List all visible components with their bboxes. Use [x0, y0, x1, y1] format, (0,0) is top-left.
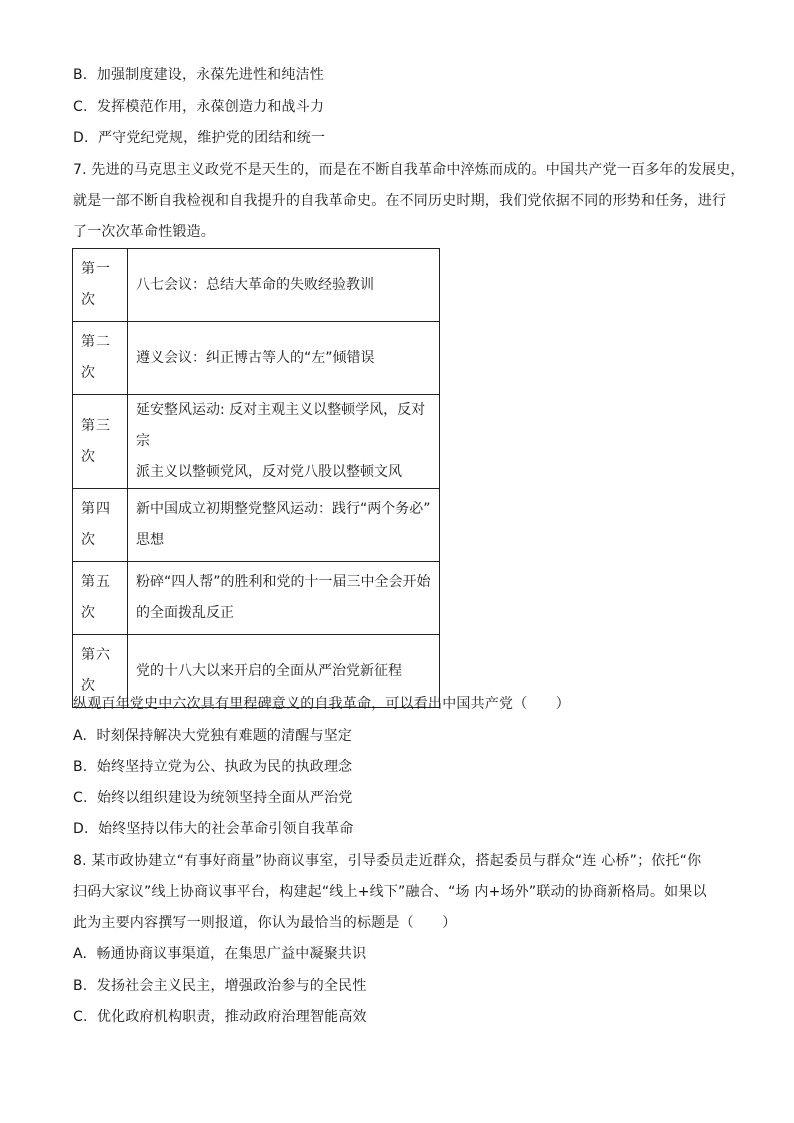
option-label: A. [73, 728, 88, 744]
index-text: 次 [81, 678, 96, 694]
option-text: 优化政府机构职责，推动政府治理智能高效 [96, 1009, 367, 1025]
index-text: 第一 [81, 261, 111, 277]
index-text: 次 [81, 292, 96, 308]
description-text: 新中国成立初期整党整风运动：践行“两个务必” [136, 501, 431, 517]
table-row [73, 489, 440, 562]
q7-option-a [73, 726, 352, 746]
option-text: 严守党纪党规，维护党的团结和统一 [97, 130, 326, 146]
description-text: 思想 [136, 532, 164, 548]
option-text: 始终坚持以伟大的社会革命引领自我革命 [97, 821, 354, 837]
option-text: 始终坚持立党为公、执政为民的执政理念 [96, 759, 353, 775]
q7-option-b [73, 757, 352, 777]
option-text: 发挥模范作用，永葆创造力和战斗力 [96, 99, 325, 115]
row-index-cell [73, 249, 128, 322]
option-label: B. [73, 67, 88, 83]
index-text: 第二 [81, 334, 111, 350]
option-label: A. [73, 946, 88, 962]
row-description-cell [128, 395, 440, 489]
table-row [73, 249, 440, 322]
q8-option-a [73, 944, 366, 964]
q6-option-d [73, 128, 325, 148]
index-text: 第六 [81, 647, 111, 663]
q7-stem-line-1: 7. 先进的马克思主义政党不是天生的，而是在不断自我革命中淬炼而成的。中国共产党一百多年的发展史， [73, 162, 745, 178]
index-text: 次 [81, 532, 96, 548]
description-text: 党的十八大以来开启的全面从严治党新征程 [136, 662, 402, 679]
row-index-cell [73, 322, 128, 395]
index-text: 次 [81, 365, 96, 381]
option-text: 始终以组织建设为统领坚持全面从严治党 [96, 790, 353, 806]
q7-stem-line-2: 就是一部不断自我检视和自我提升的自我革命史。在不同历史时期，我们党依据不同的形势和任务，进行 [73, 193, 727, 209]
row-description-cell [128, 322, 440, 395]
index-text: 次 [81, 605, 96, 621]
index-text: 次 [81, 448, 96, 465]
description-text: 的全面拨乱反正 [136, 605, 234, 621]
row-index-cell [73, 489, 128, 562]
description-text: 遵义会议：纠正博古等人的“左”倾错误 [136, 349, 375, 366]
description-text: 八七会议：总结大革命的失败经验教训 [136, 276, 374, 293]
option-label: B. [73, 759, 88, 775]
row-description-cell [128, 562, 440, 635]
q8-stem-line-1: 8. 某市政协建立“有事好商量”协商议事室，引导委员走近群众，搭起委员与群众“连 心桥”；依托“你 [73, 853, 702, 869]
table-row [73, 562, 440, 635]
option-text: 时刻保持解决大党独有难题的清醒与坚定 [96, 728, 353, 744]
description-text: 派主义以整顿党风，反对党八股以整顿文风 [136, 464, 402, 480]
q7-option-d [73, 819, 354, 839]
q8-option-b [73, 976, 367, 996]
q6-option-c [73, 97, 324, 117]
q8-option-c [73, 1007, 367, 1027]
description-text: 延安整风运动: 反对主观主义以整顿学风，反对宗 [136, 402, 426, 449]
q8-stem-line-3: 此为主要内容撰写一则报道，你认为最恰当的标题是（ ） [73, 915, 457, 931]
q7-option-c [73, 788, 353, 808]
q6-option-b [73, 65, 324, 85]
row-description-cell [128, 489, 440, 562]
index-text: 第四 [81, 501, 111, 517]
option-text: 加强制度建设，永葆先进性和纯洁性 [96, 67, 324, 83]
q7-question: 纵观百年党史中六次具有里程碑意义的自我革命，可以看出中国共产党（ ） [73, 696, 570, 712]
option-text: 发扬社会主义民主，增强政治参与的全民性 [96, 978, 367, 994]
row-index-cell [73, 395, 128, 489]
q7-stem-line-3: 了一次次革命性锻造。 [73, 224, 215, 240]
index-text: 第五 [81, 574, 111, 590]
option-label: D. [73, 130, 89, 146]
option-label: C. [73, 1009, 88, 1025]
row-index-cell [73, 562, 128, 635]
option-label: C. [73, 99, 88, 115]
self-revolution-table [72, 248, 440, 708]
q8-stem-line-2: 扫码大家议”线上协商议事平台，构建起“线上+线下”融合、“场 内+场外”联动的协商新格局。如果以 [73, 884, 707, 900]
option-label: C. [73, 790, 88, 806]
table-row [73, 322, 440, 395]
option-label: B. [73, 978, 88, 994]
table-row [73, 395, 440, 489]
description-text: 粉碎“四人帮”的胜利和党的十一届三中全会开始 [136, 574, 431, 590]
option-text: 畅通协商议事渠道，在集思广益中凝聚共识 [96, 946, 367, 962]
index-text: 第三 [81, 417, 111, 434]
row-description-cell [128, 249, 440, 322]
option-label: D. [73, 821, 89, 837]
